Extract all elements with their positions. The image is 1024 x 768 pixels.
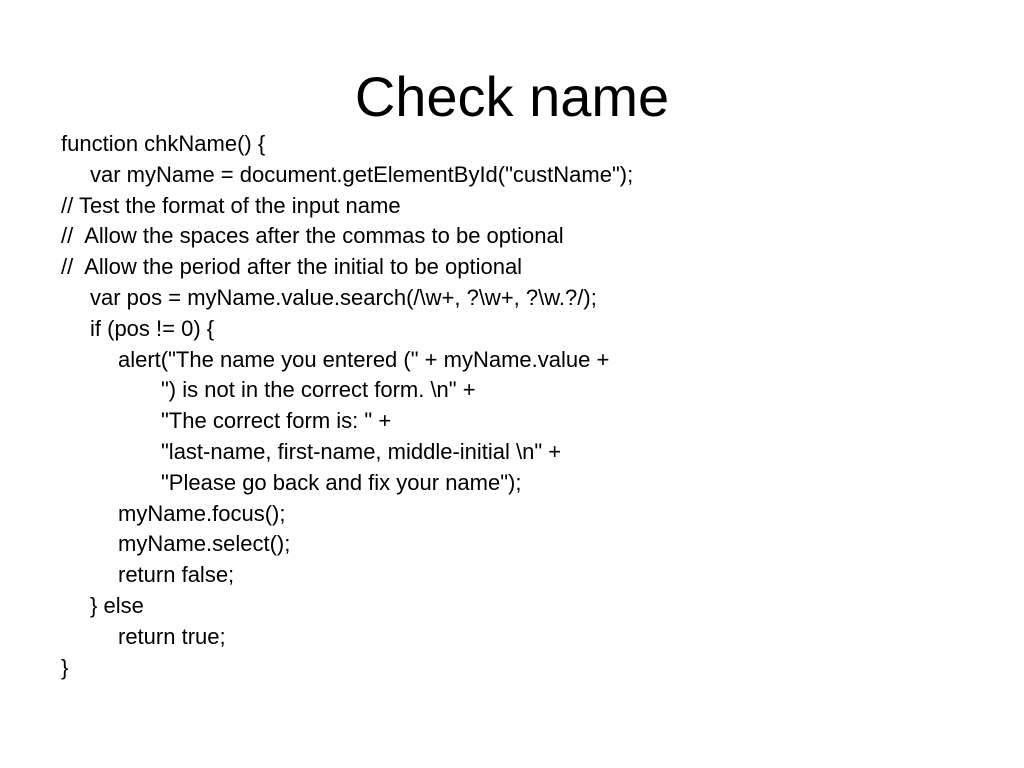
code-line: myName.select();: [118, 531, 291, 557]
code-line: if (pos != 0) {: [90, 315, 215, 341]
code-line: // Allow the period after the initial to be optional: [61, 254, 523, 280]
code-line: myName.focus();: [118, 500, 286, 526]
code-line: // Allow the spaces after the commas to be optional: [61, 223, 564, 249]
slide-title: Check name: [354, 65, 670, 128]
code-line: // Test the format of the input name: [61, 192, 401, 218]
code-line: }: [61, 654, 69, 680]
code-line: alert("The name you entered (" + myName.value +: [118, 346, 610, 372]
code-line: var myName = document.getElementById("custName");: [90, 161, 634, 187]
code-line: return false;: [118, 562, 235, 588]
code-line: "Please go back and fix your name");: [161, 469, 522, 495]
code-line: function chkName() {: [61, 131, 266, 156]
code-line: "last-name, first-name, middle-initial \n" +: [161, 438, 562, 464]
code-block: [61, 129, 991, 683]
code-line: ") is not in the correct form. \n" +: [161, 377, 476, 403]
code-line: } else: [90, 592, 144, 618]
code-line: var pos = myName.value.search(/\w+, ?\w+, ?\w.?/);: [90, 284, 597, 310]
code-line: "The correct form is: " +: [161, 408, 392, 434]
code-line: return true;: [118, 623, 226, 649]
